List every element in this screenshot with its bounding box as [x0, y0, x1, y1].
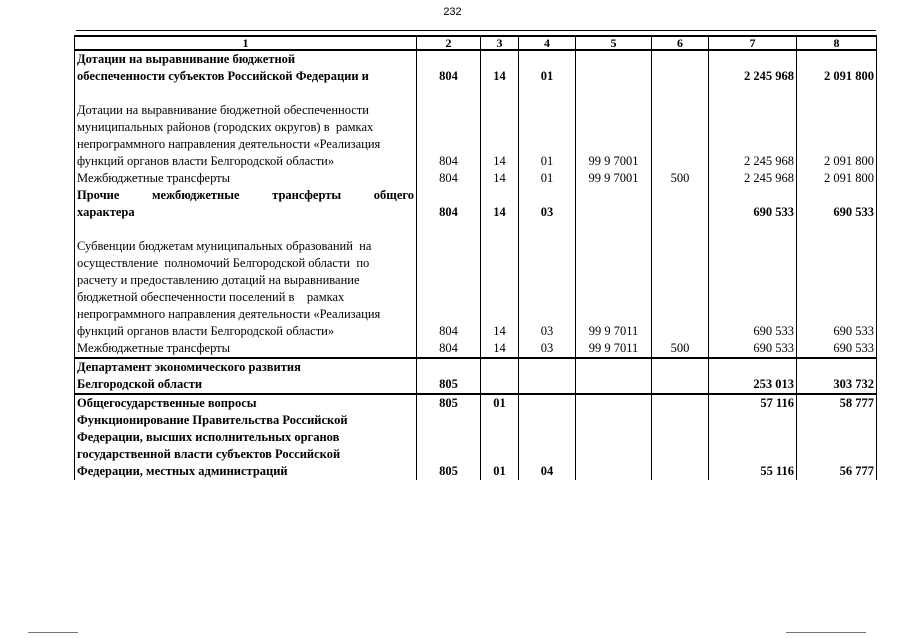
col-header: 3 [481, 36, 519, 50]
cell-c7: 2 245 968 [709, 50, 797, 85]
cell-c7: 690 533 [709, 221, 797, 340]
row-title-line: функций органов власти Белгородской области» [77, 324, 335, 338]
cell-c7: 690 533 [709, 187, 797, 221]
cell-c8: 2 091 800 [797, 170, 877, 187]
cell-c5 [576, 394, 652, 412]
cell-c5 [576, 187, 652, 221]
row-title-line: обеспеченности субъектов Российской Федерации и [77, 69, 369, 83]
cell-c3: 14 [481, 340, 519, 358]
col-header: 4 [519, 36, 576, 50]
row-title-line: Межбюджетные трансферты [77, 171, 231, 185]
col-header: 1 [75, 36, 417, 50]
cell-c7: 2 245 968 [709, 85, 797, 170]
cell-c4: 01 [519, 85, 576, 170]
row-title-line: Общегосударственные вопросы [77, 396, 257, 410]
cell-c6 [652, 221, 709, 340]
cell-c5 [576, 358, 652, 394]
cell-c4: 01 [519, 50, 576, 85]
table-row [75, 394, 877, 412]
row-title [75, 170, 417, 187]
cell-c2: 805 [417, 394, 481, 412]
cell-c7: 55 116 [709, 412, 797, 480]
row-title-line: Функционирование Правительства Российской [77, 413, 348, 427]
cell-c6 [652, 358, 709, 394]
table-row [75, 412, 877, 480]
cell-c5 [576, 50, 652, 85]
cell-c4: 01 [519, 170, 576, 187]
cell-c7: 253 013 [709, 358, 797, 394]
table-row [75, 50, 877, 85]
col-header: 7 [709, 36, 797, 50]
cell-c2: 804 [417, 340, 481, 358]
row-title-line: Межбюджетные трансферты [77, 341, 231, 355]
cell-c2: 805 [417, 358, 481, 394]
cell-c2: 804 [417, 170, 481, 187]
table-row [75, 170, 877, 187]
col-header: 5 [576, 36, 652, 50]
top-rule [76, 30, 876, 31]
cell-c8: 690 533 [797, 340, 877, 358]
col-header: 8 [797, 36, 877, 50]
row-title-line: бюджетной обеспеченности поселений в рамках [77, 290, 345, 304]
cell-c4: 03 [519, 221, 576, 340]
row-title [75, 412, 417, 480]
row-title-line [77, 221, 414, 238]
cell-c3: 14 [481, 85, 519, 170]
cell-c4: 03 [519, 340, 576, 358]
cell-c6: 500 [652, 170, 709, 187]
row-title-line: осуществление полномочий Белгородской области по [77, 256, 370, 270]
row-title-line: Дотации на выравнивание бюджетной [77, 52, 296, 66]
row-title [75, 221, 417, 340]
row-title [75, 358, 417, 394]
row-title-line: Федерации, высших исполнительных органов [77, 430, 340, 444]
row-title-line: Прочие межбюджетные трансферты общего [77, 188, 414, 202]
cell-c5: 99 9 7001 [576, 170, 652, 187]
page-number: 232 [443, 6, 462, 18]
cell-c5: 99 9 7001 [576, 85, 652, 170]
table-row [75, 85, 877, 170]
row-title-line: непрограммного направления деятельности «Реализация [77, 137, 381, 151]
table-row [75, 187, 877, 221]
cell-c4: 03 [519, 187, 576, 221]
cell-c2: 804 [417, 187, 481, 221]
row-title [75, 394, 417, 412]
cell-c7: 690 533 [709, 340, 797, 358]
cell-c3: 14 [481, 50, 519, 85]
table-row [75, 358, 877, 394]
table-row [75, 221, 877, 340]
cell-c8: 56 777 [797, 412, 877, 480]
table-row [75, 340, 877, 358]
cell-c2: 804 [417, 50, 481, 85]
cell-c2: 805 [417, 412, 481, 480]
row-title-line: Белгородской области [77, 377, 203, 391]
cell-c3: 14 [481, 170, 519, 187]
cell-c6: 500 [652, 340, 709, 358]
cell-c5 [576, 412, 652, 480]
row-title-line: Субвенции бюджетам муниципальных образований на [77, 239, 372, 253]
row-title-line: Департамент экономического развития [77, 360, 301, 374]
cell-c8: 58 777 [797, 394, 877, 412]
cell-c4 [519, 394, 576, 412]
row-title-line: характера [77, 205, 135, 219]
footer-mark-left [28, 632, 78, 633]
cell-c3: 01 [481, 394, 519, 412]
row-title [75, 50, 417, 85]
row-title-line: функций органов власти Белгородской области» [77, 154, 335, 168]
cell-c2: 804 [417, 85, 481, 170]
cell-c4 [519, 358, 576, 394]
header-row [75, 36, 877, 50]
cell-c2: 804 [417, 221, 481, 340]
row-title-line: непрограммного направления деятельности «Реализация [77, 307, 381, 321]
footer-mark-right [786, 632, 866, 633]
cell-c3 [481, 358, 519, 394]
row-title-line: Федерации, местных администраций [77, 464, 288, 478]
cell-c8: 690 533 [797, 221, 877, 340]
row-title-line: государственной власти субъектов Российской [77, 447, 341, 461]
cell-c6 [652, 394, 709, 412]
row-title-line: муниципальных районов (городских округов) в рамках [77, 120, 374, 134]
row-title [75, 85, 417, 170]
cell-c7: 2 245 968 [709, 170, 797, 187]
cell-c3: 14 [481, 221, 519, 340]
cell-c3: 01 [481, 412, 519, 480]
cell-c8: 690 533 [797, 187, 877, 221]
cell-c5: 99 9 7011 [576, 221, 652, 340]
row-title-line: Дотации на выравнивание бюджетной обеспеченности [77, 103, 369, 117]
cell-c6 [652, 50, 709, 85]
row-title [75, 340, 417, 358]
cell-c8: 2 091 800 [797, 50, 877, 85]
cell-c6 [652, 85, 709, 170]
row-title [75, 187, 417, 221]
cell-c8: 2 091 800 [797, 85, 877, 170]
col-header: 2 [417, 36, 481, 50]
col-header: 6 [652, 36, 709, 50]
cell-c6 [652, 187, 709, 221]
cell-c7: 57 116 [709, 394, 797, 412]
cell-c4: 04 [519, 412, 576, 480]
cell-c6 [652, 412, 709, 480]
budget-table [74, 35, 877, 480]
row-title-line: расчету и предоставлению дотаций на выравнивание [77, 273, 360, 287]
cell-c5: 99 9 7011 [576, 340, 652, 358]
row-title-line [77, 85, 414, 102]
cell-c8: 303 732 [797, 358, 877, 394]
cell-c3: 14 [481, 187, 519, 221]
